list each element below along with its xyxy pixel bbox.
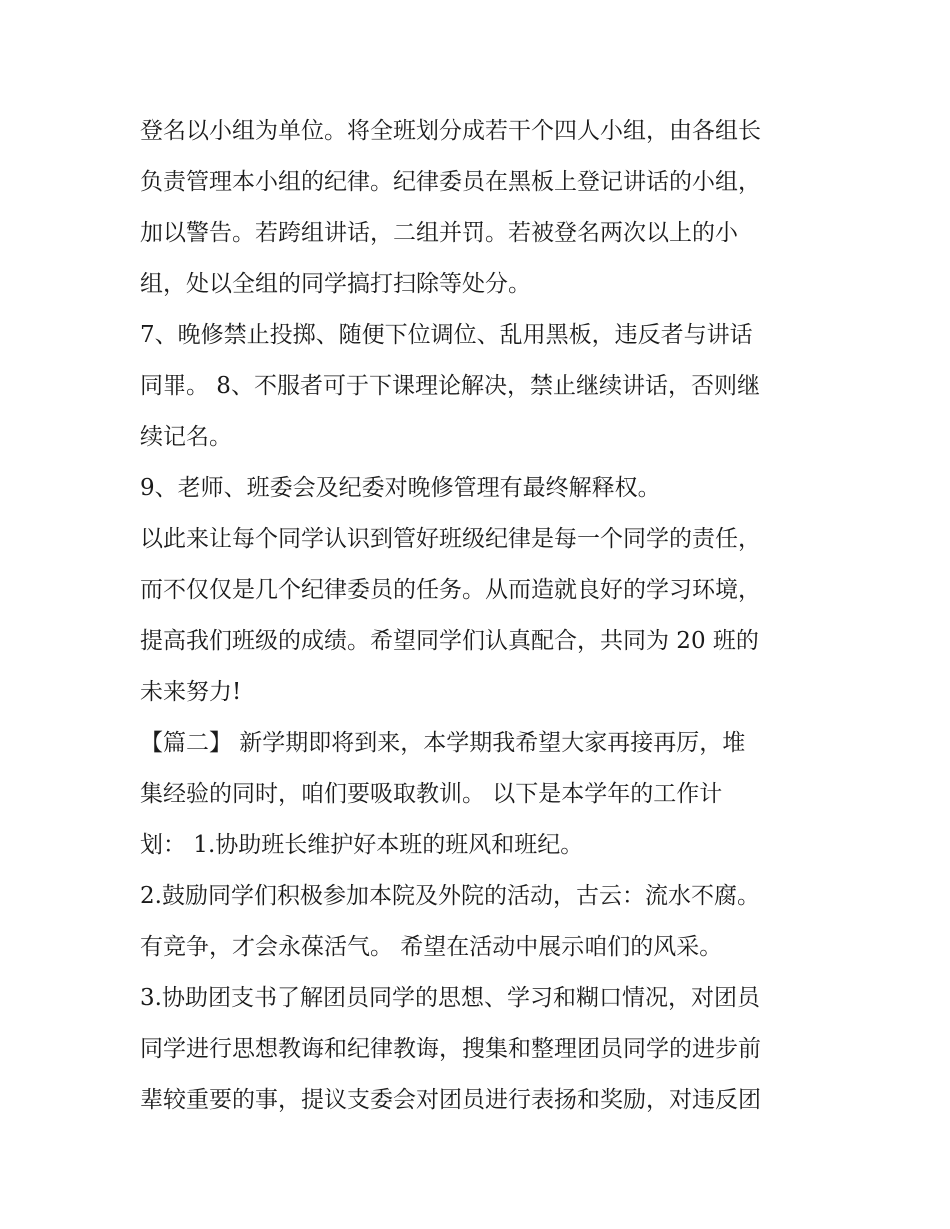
text-line: 集经验的同时，咱们要吸取教训。 以下是本学年的工作计 <box>140 781 723 807</box>
text-line: 【篇二】 新学期即将到来，本学期我希望大家再接再厉，堆 <box>140 730 746 756</box>
text-line: 7、晚修禁止投掷、随便下位调位、乱用黑板，违反者与讲话 <box>140 322 753 348</box>
document-body <box>140 106 820 1126</box>
text-line: 未来努力! <box>140 679 242 705</box>
text-line: 登名以小组为单位。将全班划分成若干个四人小组，由各组长 <box>140 118 761 144</box>
text-line: 加以警告。若跨组讲话，二组并罚。若被登名两次以上的小 <box>140 220 738 246</box>
text-line: 同学进行思想教诲和纪律教诲，搜集和整理团员同学的进步前 <box>140 1036 761 1062</box>
text-line: 而不仅仅是几个纪律委员的任务。从而造就良好的学习环境， <box>140 577 761 603</box>
text-line: 划： 1.协助班长维护好本班的班风和班纪。 <box>140 832 584 858</box>
text-line: 负责管理本小组的纪律。纪律委员在黑板上登记讲话的小组， <box>140 169 761 195</box>
text-line: 续记名。 <box>140 424 232 450</box>
text-line: 有竞争，才会永葆活气。 希望在活动中展示咱们的风采。 <box>140 934 723 960</box>
text-line: 提高我们班级的成绩。希望同学们认真配合，共同为 20 班的 <box>140 628 759 654</box>
text-line: 同罪。 8、不服者可于下课理论解决，禁止继续讲话，否则继 <box>140 373 760 399</box>
text-line: 以此来让每个同学认识到管好班级纪律是每一个同学的责任， <box>140 526 761 552</box>
text-line: 组，处以全组的同学搞打扫除等处分。 <box>140 271 531 297</box>
text-line: 辈较重要的事，提议支委会对团员进行表扬和奖励，对违反团 <box>140 1087 761 1113</box>
text-line: 2.鼓励同学们积极参加本院及外院的活动，古云：流水不腐。 <box>140 883 760 909</box>
text-line: 9、老师、班委会及纪委对晚修管理有最终解释权。 <box>140 475 661 501</box>
text-line: 3.协助团支书了解团员同学的思想、学习和糊口情况，对团员 <box>140 985 760 1011</box>
